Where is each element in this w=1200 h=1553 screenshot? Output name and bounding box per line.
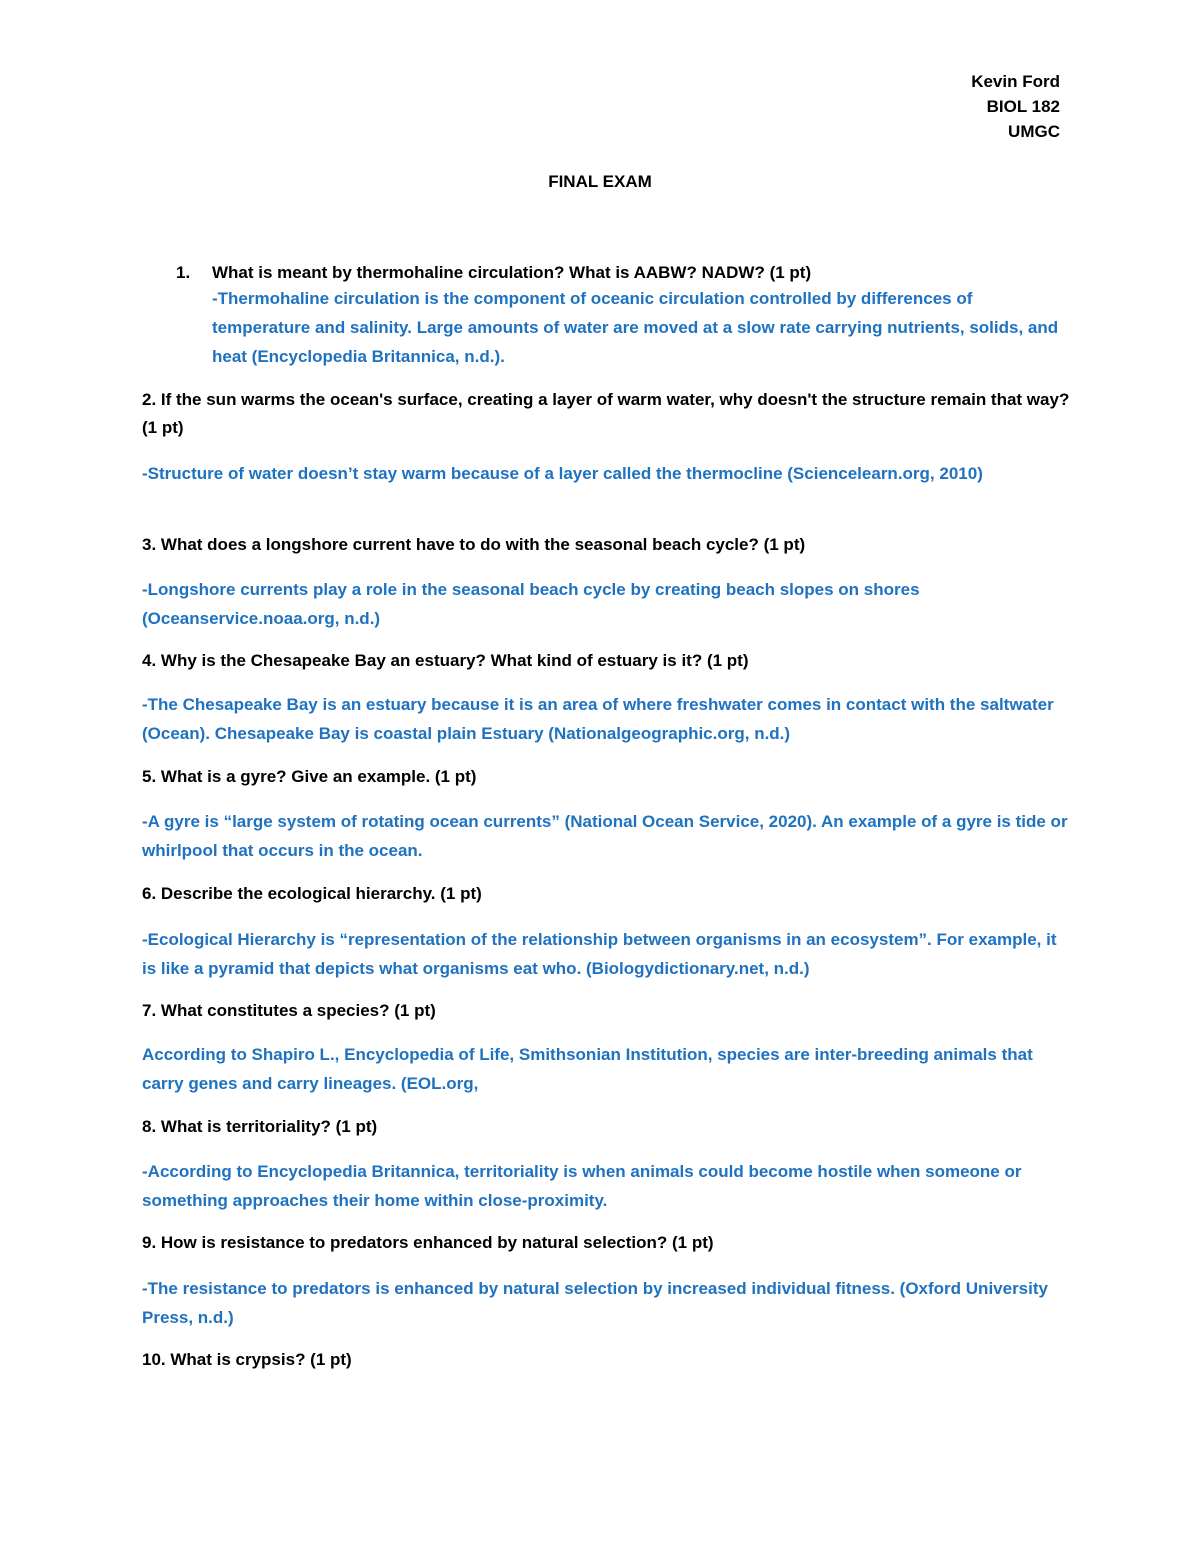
answer-3: -Longshore currents play a role in the seasonal beach cycle by creating beach slopes on shores (Oceanservice.noaa.org, n.d.) <box>142 580 920 628</box>
question-7: 7. What constitutes a species? (1 pt) <box>142 1001 436 1020</box>
question-4: 4. Why is the Chesapeake Bay an estuary? What kind of estuary is it? (1 pt) <box>142 651 749 670</box>
answer-4: -The Chesapeake Bay is an estuary because it is an area of where freshwater comes in contact with the saltwater (Ocean). Chesapeake Bay is coastal plain Estuary (Nationalgeographic.org, n.d.) <box>142 695 1054 743</box>
answer-6: -Ecological Hierarchy is “representation of the relationship between organisms in an ecosystem”. For example, it is like a pyramid that depicts what organisms eat who. (Biologydictionary.net, n.d.) <box>142 930 1057 978</box>
question-8: 8. What is territoriality? (1 pt) <box>142 1117 378 1136</box>
question-5: 5. What is a gyre? Give an example. (1 pt) <box>142 767 477 786</box>
question-10: 10. What is crypsis? (1 pt) <box>142 1350 352 1369</box>
question-2: 2. If the sun warms the ocean's surface, creating a layer of warm water, why doesn't the structure remain that way? (1 pt) <box>142 390 1070 437</box>
page-title: FINAL EXAM <box>548 172 652 191</box>
author-name: Kevin Ford <box>971 72 1060 91</box>
question-number: 1. <box>176 263 191 282</box>
answer-9: -The resistance to predators is enhanced by natural selection by increased individual fitness. (Oxford University Press, n.d.) <box>142 1279 1048 1327</box>
question-6: 6. Describe the ecological hierarchy. (1 pt) <box>142 884 482 903</box>
answer-8: -According to Encyclopedia Britannica, territoriality is when animals could become hostile when someone or something approaches their home within close-proximity. <box>142 1162 1022 1210</box>
answer-2: -Structure of water doesn’t stay warm because of a layer called the thermocline (Sciencelearn.org, 2010) <box>142 464 983 483</box>
question-3: 3. What does a longshore current have to do with the seasonal beach cycle? (1 pt) <box>142 535 806 554</box>
question-9: 9. How is resistance to predators enhanced by natural selection? (1 pt) <box>142 1233 714 1252</box>
course-code: BIOL 182 <box>986 97 1060 116</box>
answer-1: -Thermohaline circulation is the component of oceanic circulation controlled by differences of temperature and salinity. Large amounts of water are moved at a slow rate carrying nutrients, solids, and heat (Encyclopedia Britannica, n.d.). <box>212 289 1059 366</box>
question-1: What is meant by thermohaline circulation? What is AABW? NADW? (1 pt) <box>212 263 812 282</box>
school-name: UMGC <box>1008 122 1060 141</box>
answer-5: -A gyre is “large system of rotating ocean currents” (National Ocean Service, 2020). An example of a gyre is tide or whirlpool that occurs in the ocean. <box>142 812 1068 860</box>
answer-7: According to Shapiro L., Encyclopedia of Life, Smithsonian Institution, species are inter-breeding animals that carry genes and carry lineages. (EOL.org, <box>142 1045 1033 1093</box>
